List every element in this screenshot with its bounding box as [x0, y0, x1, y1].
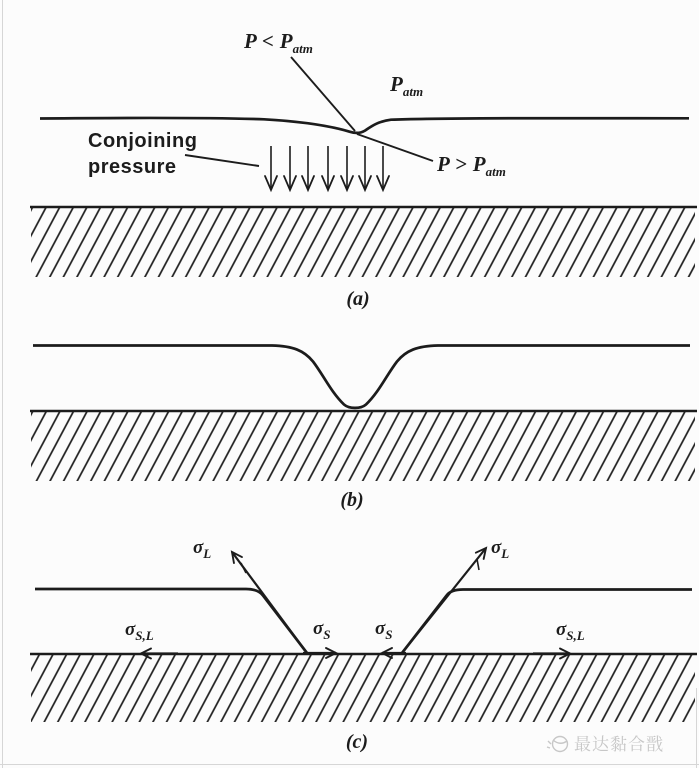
sigma-liquid-arrow-right — [402, 548, 486, 653]
conjoining-pressure-arrows — [271, 146, 383, 190]
label-sigma-solid-liquid-right: $\sigma_{S,L}$ — [556, 619, 585, 643]
label-sigma-liquid-left: $\sigma_L$ — [193, 537, 212, 561]
label-sigma-solid-left: $\sigma_S$ — [313, 618, 331, 642]
panel-c-substrate-hatch — [31, 655, 695, 722]
label-conjoining: Conjoining — [88, 130, 198, 152]
page-border-right — [696, 688, 697, 768]
watermark-logo-icon — [547, 737, 568, 752]
page-border-bottom — [0, 764, 699, 765]
label-sigma-liquid-right: $\sigma_L$ — [491, 537, 510, 561]
panel-b-letter: (b) — [340, 489, 364, 511]
panel-b — [30, 346, 697, 512]
leader-line-conjoining — [185, 155, 259, 166]
sigma-liquid-arrow-right-tick — [477, 559, 479, 570]
watermark — [547, 735, 664, 755]
panel-c-letter: (c) — [345, 731, 369, 753]
panel-b-liquid-surface-curve — [33, 346, 690, 408]
panel-a-substrate-hatch — [31, 208, 695, 277]
label-patm: $P_{atm}$ — [390, 72, 424, 99]
watermark-label: 最达黏合戬 — [574, 735, 664, 755]
label-sigma-solid-liquid-left: $\sigma_{S,L}$ — [125, 619, 154, 643]
panel-a — [30, 29, 697, 310]
panel-a-letter: (a) — [346, 288, 370, 310]
panel-c — [30, 537, 697, 753]
label-p-greater-than-patm: $P > P_{atm}$ — [437, 152, 506, 179]
label-p-less-than-patm: $P < P_{atm}$ — [244, 29, 313, 56]
label-pressure: pressure — [88, 156, 177, 178]
leader-line-p-above — [357, 134, 433, 161]
leader-line-p-below — [291, 57, 355, 131]
panel-b-substrate-hatch — [31, 412, 695, 481]
label-sigma-solid-right: $\sigma_S$ — [375, 618, 393, 642]
page-border-left — [2, 0, 3, 768]
